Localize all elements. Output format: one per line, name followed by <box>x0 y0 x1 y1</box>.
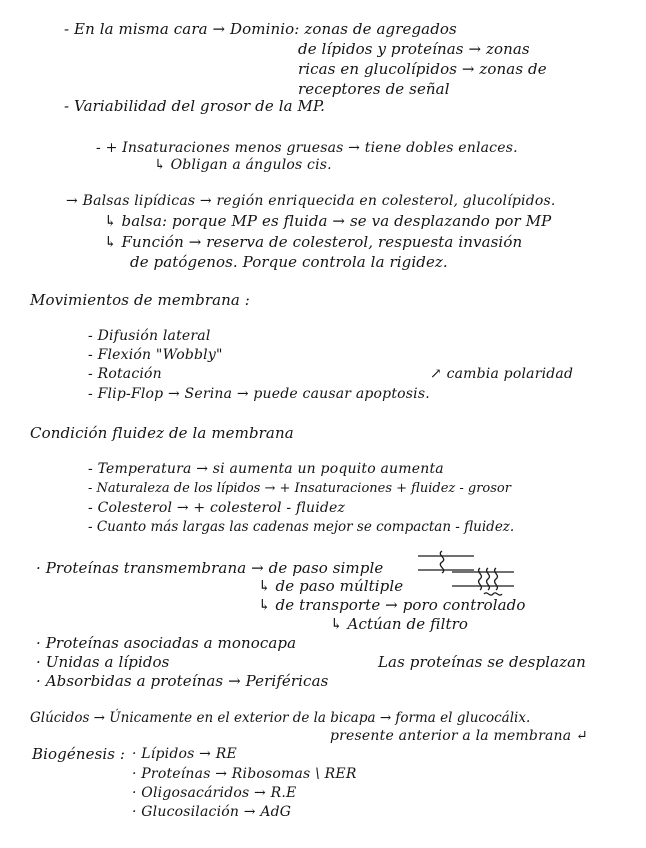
dominio-line-1: - En la misma cara → Dominio: zonas de agregados <box>64 20 457 38</box>
proteinas-line-1: · Proteínas transmembrana → de paso simple <box>36 559 384 577</box>
biogenesis-item: · Glucosilación → AdG <box>132 804 292 820</box>
condicion-item: - Cuanto más largas las cadenas mejor se compactan - fluidez. <box>88 519 515 535</box>
dominio-line-2: de lípidos y proteínas → zonas <box>298 40 530 58</box>
proteinas-asociadas: · Proteínas asociadas a monocapa <box>36 634 297 652</box>
insaturaciones-line-1: - + Insaturaciones menos gruesas → tiene dobles enlaces. <box>96 140 518 156</box>
biogenesis-item: · Lípidos → RE <box>132 746 237 762</box>
biogenesis-item: · Proteínas → Ribosomas \ RER <box>132 766 357 782</box>
proteinas-unidas: · Unidas a lípidos <box>36 653 170 671</box>
glucidos-line-1: Glúcidos → Únicamente en el exterior de la bicapa → forma el glucocálix. <box>30 710 531 726</box>
dominio-line-4: receptores de señal <box>298 80 450 98</box>
biogenesis-item: · Oligosacáridos → R.E <box>132 785 297 801</box>
proteinas-desplazan: Las proteínas se desplazan <box>378 653 586 671</box>
movimientos-item: - Flexión "Wobbly" <box>88 347 223 363</box>
proteinas-line-3: ↳ de transporte → poro controlado <box>258 596 526 614</box>
glucidos-line-2: presente anterior a la membrana ↵ <box>330 728 588 744</box>
proteinas-line-4: ↳ Actúan de filtro <box>330 615 469 633</box>
movimientos-title: Movimientos de membrana : <box>30 291 250 309</box>
balsas-line-2: ↳ balsa: porque MP es fluida → se va desplazando por MP <box>104 212 552 230</box>
movimientos-note: ↗ cambia polaridad <box>430 366 574 382</box>
condicion-item: - Naturaleza de los lípidos → + Insaturaciones + fluidez - grosor <box>88 481 511 496</box>
transmembrane-protein-sketch <box>414 548 544 608</box>
dominio-line-3: ricas en glucolípidos → zonas de <box>298 60 547 78</box>
balsas-line-3: ↳ Función → reserva de colesterol, respuesta invasión <box>104 233 523 251</box>
movimientos-item: - Flip-Flop → Serina → puede causar apoptosis. <box>88 386 430 402</box>
proteinas-line-2: ↳ de paso múltiple <box>258 577 404 595</box>
insaturaciones-line-2: ↳ Obligan a ángulos cis. <box>154 157 332 173</box>
proteinas-absorbidas: · Absorbidas a proteínas → Periféricas <box>36 672 329 690</box>
condicion-item: - Colesterol → + colesterol - fluidez <box>88 500 346 516</box>
movimientos-item: - Difusión lateral <box>88 328 211 344</box>
balsas-line-1: → Balsas lipídicas → región enriquecida en colesterol, glucolípidos. <box>66 193 556 209</box>
movimientos-item: - Rotación <box>88 366 162 382</box>
biogenesis-title: Biogénesis : <box>32 745 126 763</box>
variabilidad-line: - Variabilidad del grosor de la MP. <box>64 97 326 115</box>
condicion-item: - Temperatura → si aumenta un poquito aumenta <box>88 461 444 477</box>
condicion-title: Condición fluidez de la membrana <box>30 424 294 442</box>
balsas-line-4: de patógenos. Porque controla la rigidez. <box>130 253 448 271</box>
